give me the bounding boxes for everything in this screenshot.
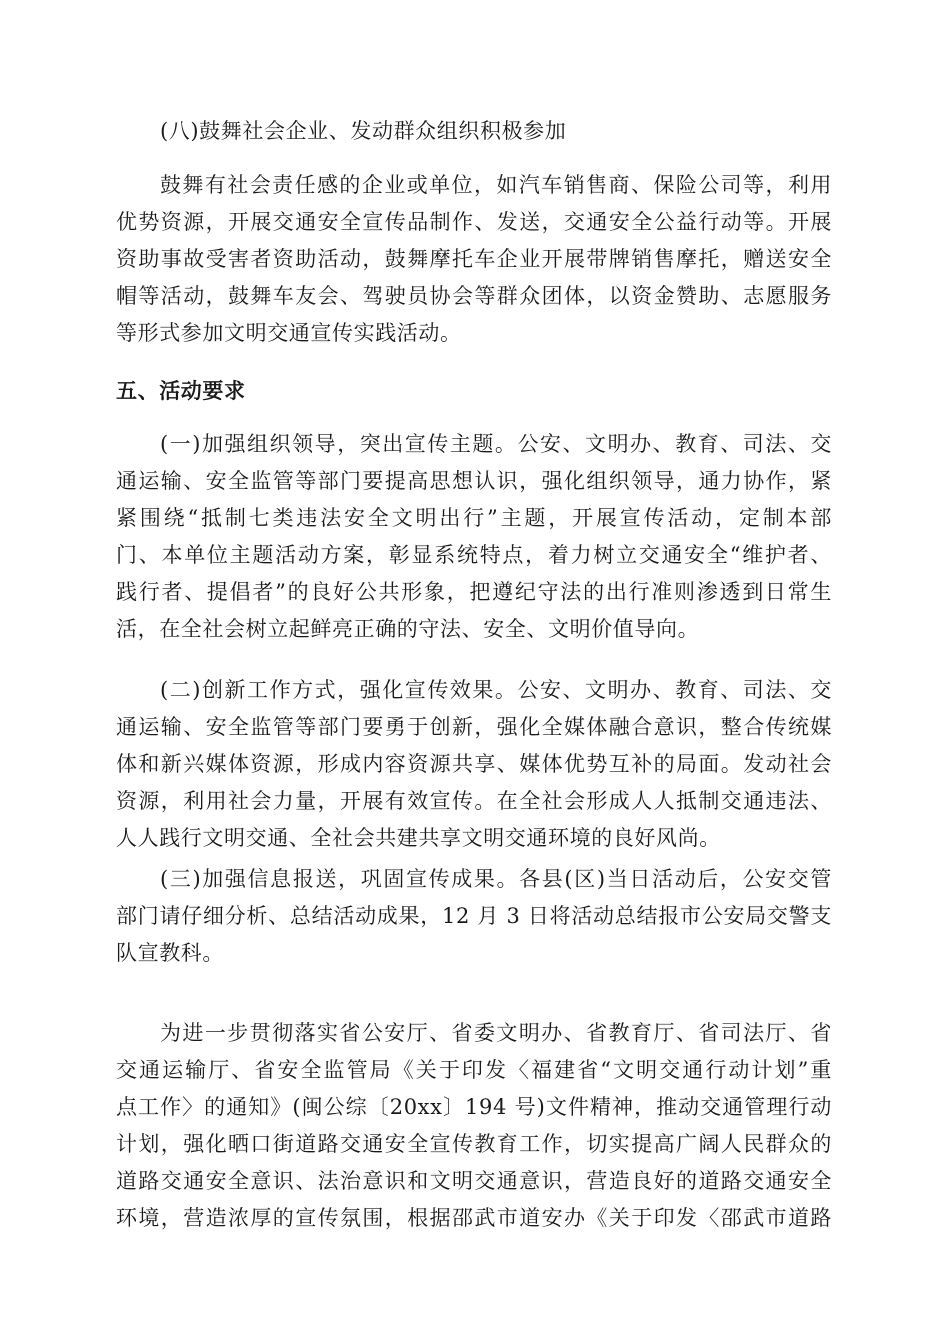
paragraph-line: (三)加强信息报送，巩固宣传成果。各县(区)当日活动后，公安交管 bbox=[160, 867, 832, 891]
paragraph-line: 人人践行文明交通、全社会共建共享文明交通环境的良好风尚。 bbox=[116, 826, 721, 850]
paragraph-line: 帽等活动，鼓舞车友会、驾驶员协会等群众团体，以资金赞助、志愿服务 bbox=[116, 284, 832, 308]
paragraph-line: 紧围绕“抵制七类违法安全文明出行”主题，开展宣传活动，定制本部 bbox=[116, 506, 832, 530]
requirement-two-paragraph bbox=[116, 672, 832, 857]
paragraph-line: 道路交通安全意识、法治意识和文明交通意识，营造良好的道路交通安全 bbox=[116, 1169, 832, 1193]
paragraph-line: 资助事故受害者资助活动，鼓舞摩托车企业开展带牌销售摩托，赠送安全 bbox=[116, 247, 832, 271]
paragraph-line: 通运输、安全监管等部门要勇于创新，强化全媒体融合意识，整合传统媒 bbox=[116, 715, 832, 739]
paragraph-line: 门、本单位主题活动方案，彰显系统特点，着力树立交通安全“维护者、 bbox=[116, 543, 832, 567]
section-eight-title-text: (八)鼓舞社会企业、发动群众组织积极参加 bbox=[160, 119, 567, 143]
section-eight-paragraph bbox=[116, 167, 832, 352]
requirement-three-paragraph bbox=[116, 861, 832, 972]
paragraph-line: 交通运输厅、省安全监管局《关于印发〈福建省“文明交通行动计划”重 bbox=[116, 1058, 832, 1082]
section-eight-title bbox=[116, 113, 832, 150]
paragraph-line: 资源，利用社会力量，开展有效宣传。在全社会形成人人抵制交通违法、 bbox=[116, 789, 832, 813]
paragraph-line: (二)创新工作方式，强化宣传效果。公安、文明办、教育、司法、交 bbox=[160, 678, 832, 702]
paragraph-line: 部门请仔细分析、总结活动成果，12 月 3 日将活动总结报市公安局交警支 bbox=[116, 904, 832, 928]
paragraph-line: 点工作〉的通知》(闽公综〔20xx〕194 号)文件精神，推动交通管理行动 bbox=[116, 1095, 832, 1119]
paragraph-line: 践行者、提倡者”的良好公共形象，把遵纪守法的出行准则渗透到日常生 bbox=[116, 580, 832, 604]
paragraph-line: 队宣教科。 bbox=[116, 941, 224, 965]
intro-paragraph bbox=[116, 1015, 832, 1237]
paragraph-line: 优势资源，开展交通安全宣传品制作、发送，交通安全公益行动等。开展 bbox=[116, 210, 832, 234]
paragraph-line: 等形式参加文明交通宣传实践活动。 bbox=[116, 321, 462, 345]
requirement-one-paragraph bbox=[116, 426, 832, 648]
paragraph-line: 环境，营造浓厚的宣传氛围，根据邵武市道安办《关于印发〈邵武市道路 bbox=[116, 1206, 832, 1230]
section-five-heading: 五、活动要求 bbox=[116, 379, 246, 403]
paragraph-line: 为进一步贯彻落实省公安厅、省委文明办、省教育厅、省司法厅、省 bbox=[160, 1021, 832, 1045]
paragraph-line: 鼓舞有社会责任感的企业或单位，如汽车销售商、保险公司等，利用 bbox=[160, 173, 832, 197]
paragraph-line: 活，在全社会树立起鲜亮正确的守法、安全、文明价值导向。 bbox=[116, 617, 700, 641]
paragraph-line: 通运输、安全监管等部门要提高思想认识，强化组织领导，通力协作，紧 bbox=[116, 469, 832, 493]
paragraph-line: 体和新兴媒体资源，形成内容资源共享、媒体优势互补的局面。发动社会 bbox=[116, 752, 832, 776]
paragraph-line: 计划，强化晒口街道路交通安全宣传教育工作，切实提高广阔人民群众的 bbox=[116, 1132, 832, 1156]
paragraph-line: (一)加强组织领导，突出宣传主题。公安、文明办、教育、司法、交 bbox=[160, 432, 832, 456]
